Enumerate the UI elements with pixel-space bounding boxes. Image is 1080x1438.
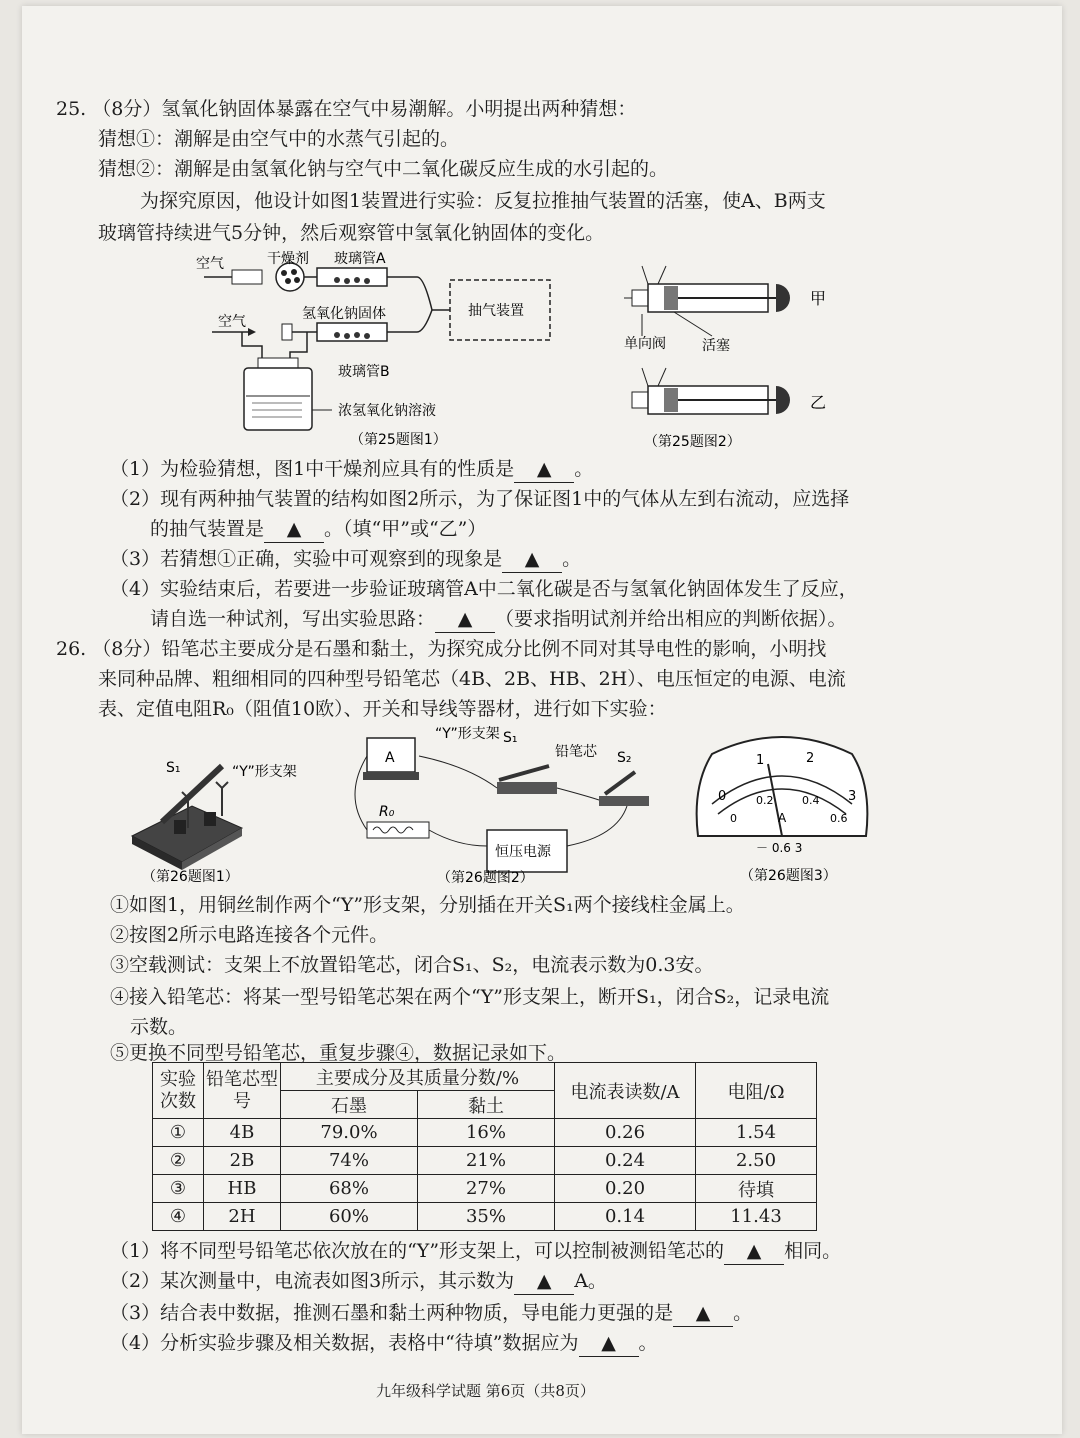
table-cell: HB	[204, 1175, 281, 1203]
dial-terminals: － 0.6 3	[756, 841, 803, 855]
q25-guess2: 猜想②：潮解是由氢氧化钠与空气中二氧化碳反应生成的水引起的。	[98, 158, 669, 180]
table-cell: ④	[153, 1203, 204, 1231]
q26-sub3: （3）结合表中数据，推测石墨和黏土两种物质，导电能力更强的是 ▲ 。	[110, 1300, 752, 1327]
label-s1-2: S₁	[503, 730, 518, 746]
q25-sub3: （3）若猜想①正确，实验中可观察到的现象是 ▲ 。	[110, 546, 581, 573]
q26-step5: ⑤更换不同型号铅笔芯，重复步骤④，数据记录如下。	[110, 1042, 567, 1064]
answer-blank[interactable]: ▲	[514, 456, 574, 483]
table-cell: 2.50	[696, 1147, 817, 1175]
q26-sub2: （2）某次测量中，电流表如图3所示，其示数为 ▲ A。	[110, 1268, 607, 1295]
th-graphite: 石墨	[281, 1091, 418, 1119]
q26-line3: 表、定值电阻R₀（阻值10欧）、开关和导线等器材，进行如下实验：	[98, 698, 667, 720]
label-desiccant: 干燥剂	[267, 251, 309, 267]
th-clay: 黏土	[418, 1091, 555, 1119]
label-jia: 甲	[810, 289, 827, 308]
q26-step4-line2: 示数。	[130, 1016, 188, 1038]
q25-sub4-line2: 请自选一种试剂，写出实验思路： ▲ （要求指明试剂并给出相应的判断依据）。	[150, 606, 847, 633]
tube-a	[317, 268, 387, 286]
table-row	[153, 1119, 817, 1147]
th-current: 电流表读数/A	[555, 1063, 696, 1119]
q25-intro1: 为探究原因，他设计如图1装置进行实验：反复拉推抽气装置的活塞，使A、B两支	[140, 190, 826, 212]
table-cell: 4B	[204, 1119, 281, 1147]
q25-sub1: （1）为检验猜想，图1中干燥剂应具有的性质是 ▲ 。	[110, 456, 593, 483]
table-cell: 60%	[281, 1203, 418, 1231]
q25-sub2-line1: （2）现有两种抽气装置的结构如图2所示，为了保证图1中的气体从左到右流动，应选择	[110, 488, 850, 510]
caption-26-3: （第26题图3）	[740, 868, 837, 884]
q25-sub2-line2: 的抽气装置是 ▲ 。（填“甲”或“乙”）	[150, 516, 486, 543]
q26-sub1: （1）将不同型号铅笔芯依次放在的“Y”形支架上，可以控制被测铅笔芯的 ▲ 相同。	[110, 1238, 841, 1265]
answer-blank[interactable]: ▲	[514, 1268, 574, 1295]
table-cell: 79.0%	[281, 1119, 418, 1147]
answer-blank[interactable]: ▲	[724, 1238, 784, 1265]
table-cell: 21%	[418, 1147, 555, 1175]
table-cell: ③	[153, 1175, 204, 1203]
dial-bottom-label: 0	[730, 812, 737, 825]
dial-top-label: 2	[806, 751, 815, 766]
label-tube-a: 玻璃管A	[334, 251, 386, 267]
label-air-top: 空气	[196, 256, 224, 272]
table-cell: 74%	[281, 1147, 418, 1175]
answer-blank[interactable]: ▲	[673, 1300, 733, 1327]
table-cell: 68%	[281, 1175, 418, 1203]
table-cell: 待填	[696, 1175, 817, 1203]
label-lead: 铅笔芯	[555, 744, 597, 760]
figure-25-2	[582, 256, 842, 454]
table-cell: 16%	[418, 1119, 555, 1147]
table-row	[153, 1175, 817, 1203]
answer-blank[interactable]: ▲	[502, 546, 562, 573]
q26-step4-line1: ④接入铅笔芯：将某一型号铅笔芯架在两个“Y”形支架上，断开S₁，闭合S₂，记录电流	[110, 986, 830, 1008]
table-cell: 2H	[204, 1203, 281, 1231]
label-valve: 单向阀	[624, 336, 666, 352]
th-trial: 实验次数	[153, 1063, 204, 1119]
q26-header: 26. （8分）铅笔芯主要成分是石墨和黏土，为探究成分比例不同对其导电性的影响，小明找	[56, 638, 827, 660]
table-cell: 27%	[418, 1175, 555, 1203]
label-y-stand-2: “Y”形支架	[435, 726, 500, 742]
label-ammeter: A	[385, 750, 395, 766]
dial-top-label: 0	[718, 789, 727, 804]
th-main: 主要成分及其质量分数/%	[281, 1063, 555, 1091]
q25-guess1: 猜想①：潮解是由空气中的水蒸气引起的。	[98, 128, 460, 150]
q26-line2: 来同种品牌、粗细相同的四种型号铅笔芯（4B、2B、HB、2H）、电压恒定的电源、电流	[98, 668, 846, 690]
table-row	[153, 1203, 817, 1231]
table-row	[153, 1147, 817, 1175]
q25-intro2: 玻璃管持续进气5分钟，然后观察管中氢氧化钠固体的变化。	[98, 222, 605, 244]
figure-26-2	[327, 726, 657, 886]
label-s2: S₂	[617, 750, 632, 766]
th-type: 铅笔芯型号	[204, 1063, 281, 1119]
caption-25-2: （第25题图2）	[644, 434, 741, 450]
label-naoh-solid: 氢氧化钠固体	[302, 306, 386, 322]
dial-bottom-label: 0.6	[830, 812, 848, 825]
table-cell: 0.14	[555, 1203, 696, 1231]
q26-sub4: （4）分析实验步骤及相关数据，表格中“待填”数据应为 ▲ 。	[110, 1330, 658, 1357]
label-s1: S₁	[166, 760, 181, 776]
table-cell: 1.54	[696, 1119, 817, 1147]
dial-bottom-label: 0.4	[802, 794, 820, 807]
wash-bottle	[244, 368, 312, 430]
label-air-bottom: 空气	[218, 314, 246, 330]
q25-sub4-line1: （4）实验结束后，若要进一步验证玻璃管A中二氧化碳是否与氢氧化钠固体发生了反应，	[110, 578, 858, 600]
label-r0: R₀	[379, 804, 395, 820]
table-cell: ①	[153, 1119, 204, 1147]
dial-top-label: 1	[756, 753, 765, 768]
table-cell: 35%	[418, 1203, 555, 1231]
table-cell: 11.43	[696, 1203, 817, 1231]
resistor-r0	[367, 822, 429, 838]
answer-blank[interactable]: ▲	[579, 1330, 639, 1357]
label-pump: 抽气装置	[468, 303, 524, 319]
page-footer: 九年级科学试题 第6页（共8页）	[376, 1382, 595, 1400]
desiccant-bulb	[276, 263, 304, 291]
figure-26-3	[682, 726, 882, 886]
dial-unit: A	[778, 811, 787, 825]
caption-26-1: （第26题图1）	[142, 869, 239, 885]
q26-step2: ②按图2所示电路连接各个元件。	[110, 924, 389, 946]
table-cell: 2B	[204, 1147, 281, 1175]
piston-jia	[664, 286, 678, 310]
figure-26-1	[112, 736, 312, 886]
caption-26-2: （第26题图2）	[437, 870, 534, 886]
label-supply: 恒压电源	[495, 844, 551, 860]
dial-top-label: 3	[848, 789, 857, 804]
table-cell: 0.24	[555, 1147, 696, 1175]
dial-bottom-label: 0.2	[756, 794, 774, 807]
piston-yi	[664, 388, 678, 412]
label-piston: 活塞	[702, 338, 730, 354]
data-table	[152, 1062, 817, 1231]
label-yi: 乙	[810, 393, 827, 412]
label-solution: 浓氢氧化钠溶液	[338, 403, 436, 419]
answer-blank[interactable]: ▲	[264, 516, 324, 543]
label-y-stand: “Y”形支架	[232, 764, 297, 780]
q26-step3: ③空载测试：支架上不放置铅笔芯，闭合S₁、S₂，电流表示数为0.3安。	[110, 954, 714, 976]
th-resistance: 电阻/Ω	[696, 1063, 817, 1119]
table-cell: ②	[153, 1147, 204, 1175]
q26-step1: ①如图1，用铜丝制作两个“Y”形支架，分别插在开关S₁两个接线柱金属上。	[110, 894, 745, 916]
caption-25-1: （第25题图1）	[350, 432, 447, 448]
answer-blank[interactable]: ▲	[435, 606, 495, 633]
tube-b	[317, 323, 387, 341]
table-cell: 0.20	[555, 1175, 696, 1203]
label-tube-b: 玻璃管B	[338, 364, 390, 380]
q25-header: 25. （8分）氢氧化钠固体暴露在空气中易潮解。小明提出两种猜想：	[56, 98, 637, 120]
exam-page	[22, 6, 1062, 1434]
table-cell: 0.26	[555, 1119, 696, 1147]
figure-25-1	[162, 248, 562, 453]
